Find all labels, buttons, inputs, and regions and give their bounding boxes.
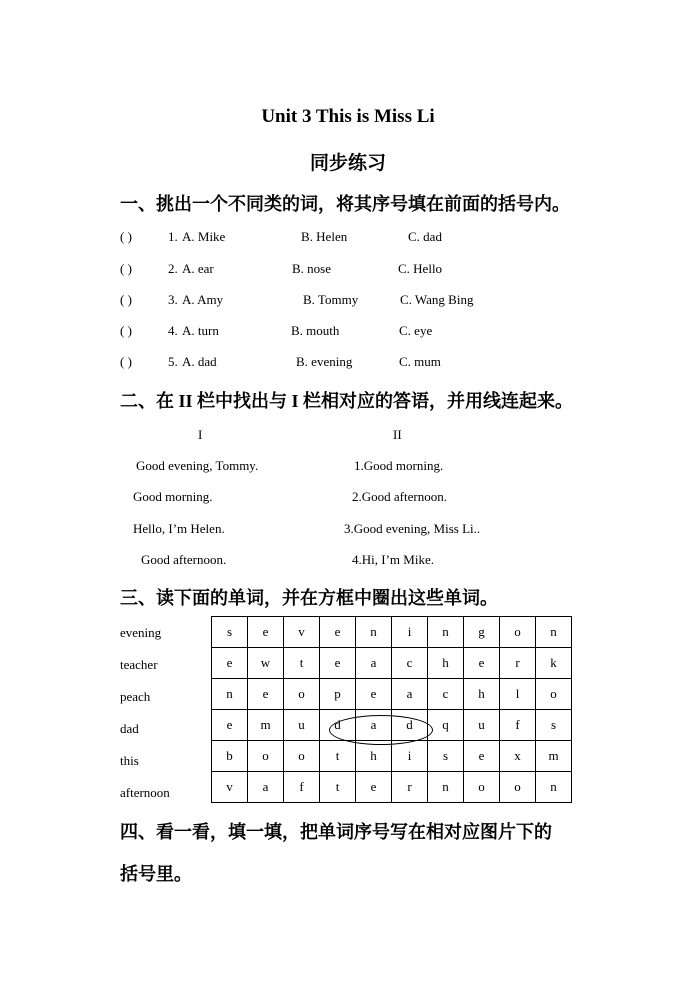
grid-cell[interactable]: f: [284, 772, 320, 803]
grid-cell[interactable]: a: [392, 679, 428, 710]
grid-cell[interactable]: c: [392, 648, 428, 679]
grid-cell[interactable]: e: [464, 741, 500, 772]
grid-cell[interactable]: t: [284, 648, 320, 679]
grid-cell[interactable]: a: [248, 772, 284, 803]
option-c: C. Hello: [398, 261, 443, 276]
option-c: C. dad: [408, 229, 442, 244]
answer-circle: [329, 715, 433, 745]
grid-cell[interactable]: e: [212, 648, 248, 679]
grid-cell[interactable]: b: [212, 741, 248, 772]
option-c: C. mum: [399, 354, 441, 369]
question-number: 1.: [168, 229, 178, 244]
grid-cell[interactable]: e: [356, 679, 392, 710]
word-item: dad: [120, 721, 139, 736]
grid-cell[interactable]: n: [428, 617, 464, 648]
grid-cell[interactable]: m: [248, 710, 284, 741]
answer-blank[interactable]: ( ): [120, 261, 132, 276]
question-number: 5.: [168, 354, 178, 369]
grid-cell[interactable]: o: [500, 617, 536, 648]
grid-cell[interactable]: v: [212, 772, 248, 803]
option-b: B. Tommy: [303, 292, 359, 307]
grid-cell[interactable]: t: [320, 772, 356, 803]
column-1-item[interactable]: Good evening, Tommy.: [136, 458, 259, 473]
grid-cell[interactable]: t: [320, 741, 356, 772]
grid-cell[interactable]: i: [392, 617, 428, 648]
word-search-grid: [211, 616, 572, 803]
option-b: B. mouth: [291, 323, 340, 338]
grid-cell[interactable]: e: [320, 648, 356, 679]
column-1-item[interactable]: Good morning.: [133, 489, 213, 504]
grid-cell[interactable]: g: [464, 617, 500, 648]
grid-row: [212, 741, 572, 772]
option-b: B. nose: [292, 261, 331, 276]
word-item: afternoon: [120, 785, 170, 800]
answer-blank[interactable]: ( ): [120, 229, 132, 244]
grid-cell[interactable]: h: [464, 679, 500, 710]
grid-cell[interactable]: v: [284, 617, 320, 648]
word-item: evening: [120, 625, 162, 640]
grid-cell[interactable]: c: [428, 679, 464, 710]
option-a: A. Amy: [182, 292, 224, 307]
grid-cell[interactable]: s: [212, 617, 248, 648]
grid-cell[interactable]: e: [464, 648, 500, 679]
column-1-header: I: [198, 427, 203, 442]
section-4-heading-line-1: 四、看一看，填一填，把单词序号写在相对应图片下的: [120, 822, 552, 842]
grid-cell[interactable]: n: [536, 617, 572, 648]
option-a: A. Mike: [182, 229, 226, 244]
grid-cell[interactable]: o: [284, 741, 320, 772]
option-b: B. evening: [296, 354, 353, 369]
grid-cell[interactable]: e: [248, 679, 284, 710]
grid-cell[interactable]: u: [464, 710, 500, 741]
column-2-header: II: [393, 427, 402, 442]
section-3-heading: 三、读下面的单词，并在方框中圈出这些单词。: [120, 588, 498, 608]
word-item: this: [120, 753, 139, 768]
grid-cell[interactable]: n: [428, 772, 464, 803]
section-4-heading-line-2: 括号里。: [120, 864, 192, 884]
column-2-item[interactable]: 4.Hi, I’m Mike.: [352, 552, 434, 567]
grid-cell[interactable]: r: [500, 648, 536, 679]
grid-cell[interactable]: o: [536, 679, 572, 710]
word-item: peach: [120, 689, 151, 704]
question-number: 2.: [168, 261, 178, 276]
grid-cell[interactable]: e: [212, 710, 248, 741]
grid-cell[interactable]: x: [500, 741, 536, 772]
grid-cell[interactable]: i: [392, 741, 428, 772]
grid-cell[interactable]: o: [248, 741, 284, 772]
grid-cell[interactable]: r: [392, 772, 428, 803]
question-number: 3.: [168, 292, 178, 307]
column-2-item[interactable]: 1.Good morning.: [354, 458, 444, 473]
option-c: C. Wang Bing: [400, 292, 474, 307]
answer-blank[interactable]: ( ): [120, 292, 132, 307]
grid-cell[interactable]: d: [392, 710, 428, 741]
page-subtitle: 同步练习: [309, 153, 386, 174]
grid-row: [212, 648, 572, 679]
option-a: A. ear: [182, 261, 214, 276]
grid-cell[interactable]: l: [500, 679, 536, 710]
grid-cell[interactable]: k: [536, 648, 572, 679]
section-1-heading: 一、挑出一个不同类的词，将其序号填在前面的括号内。: [120, 194, 570, 214]
grid-cell[interactable]: h: [356, 741, 392, 772]
grid-cell[interactable]: h: [428, 648, 464, 679]
question-number: 4.: [168, 323, 178, 338]
column-1-item[interactable]: Hello, I’m Helen.: [133, 521, 225, 536]
grid-cell[interactable]: n: [356, 617, 392, 648]
grid-cell[interactable]: s: [536, 710, 572, 741]
grid-cell[interactable]: p: [320, 679, 356, 710]
grid-cell[interactable]: o: [464, 772, 500, 803]
grid-cell[interactable]: u: [284, 710, 320, 741]
grid-cell[interactable]: d: [320, 710, 356, 741]
grid-cell[interactable]: o: [284, 679, 320, 710]
answer-blank[interactable]: ( ): [120, 323, 132, 338]
answer-blank[interactable]: ( ): [120, 354, 132, 369]
page-title: Unit 3 This is Miss Li: [261, 106, 435, 127]
grid-row: [212, 617, 572, 648]
option-a: A. dad: [182, 354, 217, 369]
grid-cell[interactable]: a: [356, 648, 392, 679]
grid-cell[interactable]: n: [212, 679, 248, 710]
grid-cell[interactable]: q: [428, 710, 464, 741]
option-a: A. turn: [182, 323, 219, 338]
column-2-item[interactable]: 3.Good evening, Miss Li..: [344, 521, 481, 536]
grid-cell[interactable]: e: [320, 617, 356, 648]
grid-cell[interactable]: n: [536, 772, 572, 803]
grid-row: [212, 772, 572, 803]
grid-cell[interactable]: e: [356, 772, 392, 803]
option-b: B. Helen: [301, 229, 348, 244]
grid-cell[interactable]: m: [536, 741, 572, 772]
grid-cell[interactable]: e: [248, 617, 284, 648]
column-1-item[interactable]: Good afternoon.: [141, 552, 227, 567]
word-item: teacher: [120, 657, 158, 672]
grid-row: [212, 679, 572, 710]
option-c: C. eye: [399, 323, 433, 338]
grid-cell[interactable]: o: [500, 772, 536, 803]
grid-cell[interactable]: a: [356, 710, 392, 741]
section-2-heading: 二、在 II 栏中找出与 I 栏相对应的答语，并用线连起来。: [120, 391, 574, 411]
grid-cell[interactable]: s: [428, 741, 464, 772]
grid-cell[interactable]: f: [500, 710, 536, 741]
grid-cell[interactable]: w: [248, 648, 284, 679]
column-2-item[interactable]: 2.Good afternoon.: [352, 489, 447, 504]
